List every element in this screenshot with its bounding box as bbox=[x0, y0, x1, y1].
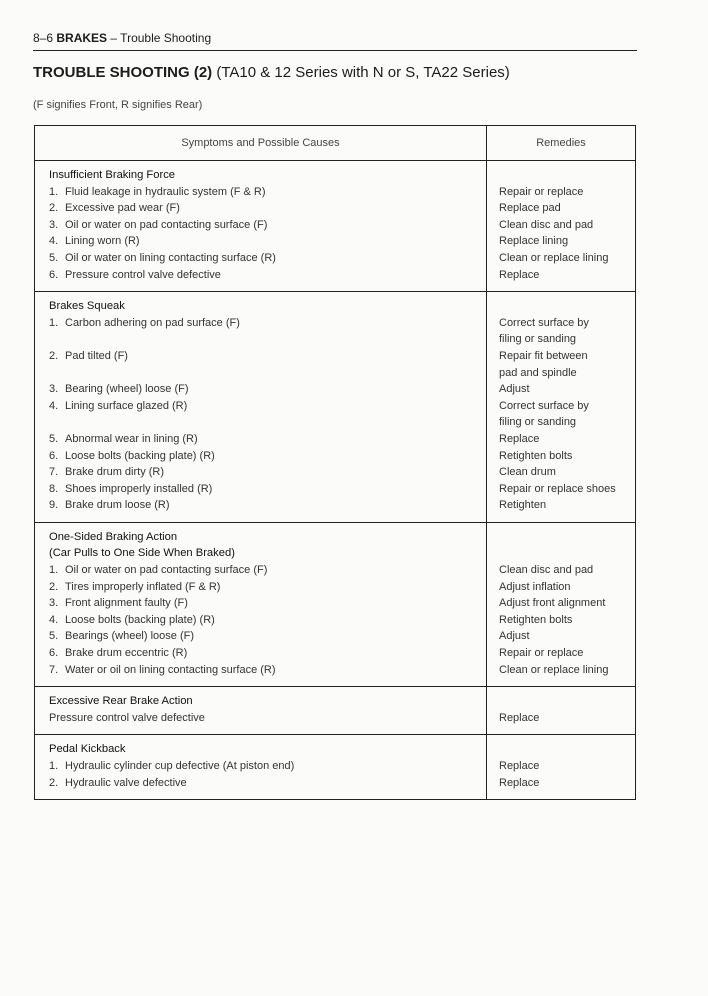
remedy-text: Replace bbox=[499, 268, 540, 281]
col-header-symptoms: Symptoms and Possible Causes bbox=[35, 126, 487, 160]
cause-spacer bbox=[49, 414, 486, 431]
cause-number: 2. bbox=[49, 580, 59, 593]
remedy-text: Retighten bolts bbox=[499, 449, 573, 462]
cause-item bbox=[49, 595, 486, 612]
remedy-text: Replace pad bbox=[499, 202, 561, 215]
remedies-cell bbox=[487, 735, 635, 799]
cause-text: Water or oil on lining contacting surface (R) bbox=[65, 663, 276, 676]
table-section bbox=[35, 687, 635, 735]
symptom-heading: Pedal Kickback bbox=[49, 743, 126, 756]
cause-number: 3. bbox=[49, 383, 59, 396]
page-title-models: (TA10 & 12 Series with N or S, TA22 Series) bbox=[216, 64, 510, 81]
remedy-text: Adjust bbox=[499, 630, 530, 643]
remedy-text: Replace bbox=[499, 711, 540, 724]
cause-text: Front alignment faulty (F) bbox=[65, 597, 188, 610]
remedy-text: Replace bbox=[499, 776, 540, 789]
remedy-spacer bbox=[499, 167, 635, 184]
cause-item bbox=[49, 348, 486, 365]
cause-number: 2. bbox=[49, 349, 59, 362]
cause-item bbox=[49, 645, 486, 662]
cause-item bbox=[49, 562, 486, 579]
cause-item bbox=[49, 315, 486, 332]
cause-number: 2. bbox=[49, 776, 59, 789]
cause-text: Lining worn (R) bbox=[65, 235, 140, 248]
cause-item bbox=[49, 758, 486, 775]
remedies-cell bbox=[487, 161, 635, 291]
remedy-text: Clean or replace lining bbox=[499, 663, 609, 676]
symptom-heading: Insufficient Braking Force bbox=[49, 169, 176, 181]
cause-item bbox=[49, 381, 486, 398]
remedy-text: Replace bbox=[499, 760, 540, 772]
cause-text: Carbon adhering on pad surface (F) bbox=[65, 316, 240, 329]
cause-item bbox=[49, 398, 486, 415]
page-title bbox=[33, 64, 510, 81]
cause-number: 1. bbox=[49, 316, 59, 329]
cause-number: 4. bbox=[49, 235, 59, 248]
remedy-text: Clean or replace lining bbox=[499, 251, 609, 264]
remedy-text: Retighten bolts bbox=[499, 613, 573, 626]
symptom-heading: Excessive Rear Brake Action bbox=[49, 695, 193, 708]
cause-text: Lining surface glazed (R) bbox=[65, 399, 188, 412]
cause-text: Shoes improperly installed (R) bbox=[65, 482, 213, 495]
table-header bbox=[35, 126, 635, 161]
remedy-text: Correct surface by bbox=[499, 316, 589, 329]
remedies-cell bbox=[487, 523, 635, 686]
symptoms-cell bbox=[35, 161, 487, 291]
remedy-text: Adjust bbox=[499, 383, 530, 396]
subsection-name: – Trouble Shooting bbox=[110, 31, 212, 45]
cause-number: 7. bbox=[49, 663, 59, 676]
remedy-text: Retighten bbox=[499, 499, 547, 512]
page-number: 8–6 bbox=[33, 31, 54, 45]
cause-text: Brake drum eccentric (R) bbox=[65, 647, 188, 660]
cause-item bbox=[49, 612, 486, 629]
remedy-spacer bbox=[499, 545, 635, 562]
remedy-text: filing or sanding bbox=[499, 333, 577, 346]
remedy-text: Replace lining bbox=[499, 235, 569, 248]
table-section bbox=[35, 735, 635, 799]
cause-item bbox=[49, 233, 486, 250]
table-section bbox=[35, 292, 635, 523]
cause-text: Bearings (wheel) loose (F) bbox=[65, 630, 194, 643]
remedy-text: Repair or replace shoes bbox=[499, 482, 616, 495]
cause-number: 5. bbox=[49, 432, 59, 445]
remedy-spacer bbox=[499, 741, 635, 758]
page-title-main: TROUBLE SHOOTING (2) bbox=[33, 64, 213, 81]
cause-item bbox=[49, 662, 486, 679]
cause-item bbox=[49, 184, 486, 201]
cause-number: 5. bbox=[49, 251, 59, 264]
cause-number: 1. bbox=[49, 185, 59, 198]
cause-text: Fluid leakage in hydraulic system (F & R) bbox=[65, 185, 266, 198]
cause-number: 4. bbox=[49, 613, 59, 626]
cause-item bbox=[49, 710, 486, 727]
cause-item bbox=[49, 431, 486, 448]
cause-text: Hydraulic valve defective bbox=[65, 776, 187, 789]
header-rule bbox=[33, 50, 637, 51]
symptoms-cell bbox=[35, 735, 487, 799]
cause-item bbox=[49, 464, 486, 481]
cause-item bbox=[49, 217, 486, 234]
table-section bbox=[35, 523, 635, 687]
cause-text: Excessive pad wear (F) bbox=[65, 202, 180, 215]
cause-number: 6. bbox=[49, 647, 59, 660]
table-section bbox=[35, 161, 635, 292]
col-header-remedies: Remedies bbox=[536, 137, 586, 149]
cause-text: Pressure control valve defective bbox=[49, 711, 205, 724]
cause-number: 9. bbox=[49, 499, 59, 512]
cause-number: 2. bbox=[49, 202, 59, 215]
cause-item bbox=[49, 481, 486, 498]
symptom-heading: One-Sided Braking Action bbox=[49, 530, 178, 543]
cause-text: Oil or water on lining contacting surface (R) bbox=[65, 251, 276, 264]
remedy-text: Repair or replace bbox=[499, 185, 584, 198]
cause-number: 4. bbox=[49, 399, 59, 412]
cause-text: Pressure control valve defective bbox=[65, 268, 221, 281]
cause-item bbox=[49, 267, 486, 284]
cause-number: 6. bbox=[49, 268, 59, 281]
symptoms-cell bbox=[35, 687, 487, 734]
symptom-heading: (Car Pulls to One Side When Braked) bbox=[49, 547, 235, 560]
cause-item bbox=[49, 497, 486, 514]
cause-text: Pad tilted (F) bbox=[65, 349, 128, 362]
remedy-text: filing or sanding bbox=[499, 416, 577, 429]
remedies-cell bbox=[487, 292, 635, 522]
cause-text: Brake drum dirty (R) bbox=[65, 466, 165, 479]
cause-number: 3. bbox=[49, 218, 59, 231]
remedy-text: Adjust inflation bbox=[499, 580, 571, 593]
cause-item bbox=[49, 448, 486, 465]
cause-number: 8. bbox=[49, 482, 59, 495]
cause-number: 6. bbox=[49, 449, 59, 462]
cause-item bbox=[49, 200, 486, 217]
remedy-text: Clean drum bbox=[499, 466, 556, 479]
cause-number: 1. bbox=[49, 564, 59, 577]
cause-spacer bbox=[49, 331, 486, 348]
table-body bbox=[35, 161, 635, 799]
cause-item bbox=[49, 775, 486, 792]
remedy-text: Repair or replace bbox=[499, 647, 584, 660]
remedy-text: Repair fit between bbox=[499, 349, 588, 362]
section-name: BRAKES bbox=[56, 31, 108, 45]
cause-number: 7. bbox=[49, 466, 59, 479]
remedy-text: Clean disc and pad bbox=[499, 564, 594, 577]
cause-text: Oil or water on pad contacting surface (F) bbox=[65, 218, 268, 231]
cause-item bbox=[49, 628, 486, 645]
cause-text: Loose bolts (backing plate) (R) bbox=[65, 449, 215, 462]
remedy-text: Replace bbox=[499, 432, 540, 445]
cause-number: 3. bbox=[49, 597, 59, 610]
remedy-spacer bbox=[499, 529, 635, 546]
cause-text: Oil or water on pad contacting surface (F) bbox=[65, 564, 268, 577]
cause-item bbox=[49, 250, 486, 267]
cause-text: Brake drum loose (R) bbox=[65, 499, 170, 512]
cause-text: Tires improperly inflated (F & R) bbox=[65, 580, 221, 593]
cause-number: 1. bbox=[49, 760, 59, 772]
remedy-text: pad and spindle bbox=[499, 366, 577, 379]
cause-spacer bbox=[49, 365, 486, 382]
cause-item bbox=[49, 579, 486, 596]
page-header bbox=[33, 31, 637, 49]
symptom-heading: Brakes Squeak bbox=[49, 300, 125, 313]
remedy-spacer bbox=[499, 693, 635, 710]
trouble-shooting-table bbox=[34, 125, 636, 800]
remedy-text: Correct surface by bbox=[499, 399, 589, 412]
remedy-spacer bbox=[499, 298, 635, 315]
cause-text: Loose bolts (backing plate) (R) bbox=[65, 613, 215, 626]
symptoms-cell bbox=[35, 292, 487, 522]
cause-number: 5. bbox=[49, 630, 59, 643]
remedy-text: Adjust front alignment bbox=[499, 597, 606, 610]
cause-text: Bearing (wheel) loose (F) bbox=[65, 383, 189, 396]
remedies-cell bbox=[487, 687, 635, 734]
cause-text: Hydraulic cylinder cup defective (At piston end) bbox=[65, 760, 295, 772]
remedy-text: Clean disc and pad bbox=[499, 218, 594, 231]
cause-text: Abnormal wear in lining (R) bbox=[65, 432, 198, 445]
symptoms-cell bbox=[35, 523, 487, 686]
legend-note: (F signifies Front, R signifies Rear) bbox=[33, 99, 203, 111]
